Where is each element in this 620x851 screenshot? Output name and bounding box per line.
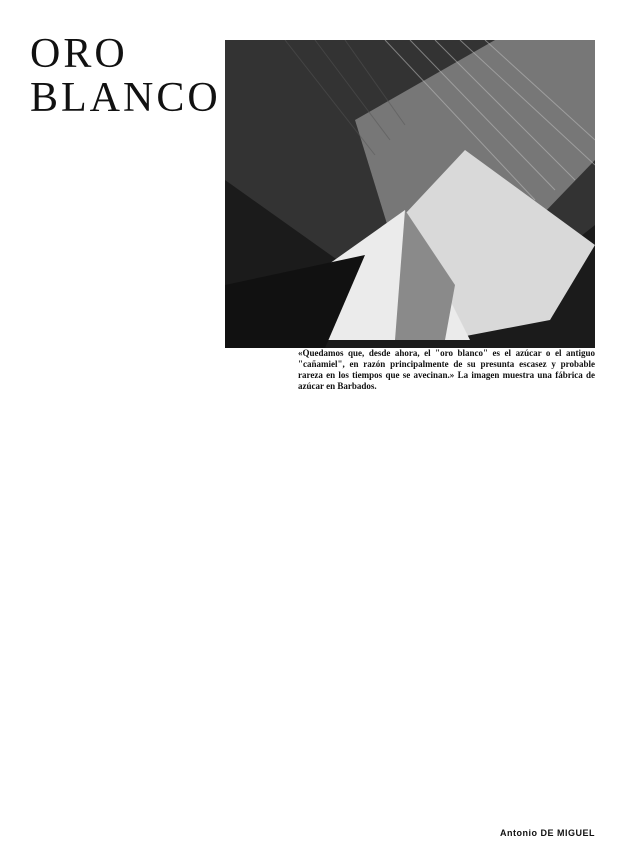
author-signature: Antonio DE MIGUEL <box>500 828 595 838</box>
article-column-1 <box>30 130 210 840</box>
title-line-2: BLANCO <box>30 75 221 121</box>
article-column-2 <box>225 393 405 840</box>
sugar-factory-photo-icon <box>225 40 595 348</box>
title-line-1: ORO <box>30 31 128 77</box>
article-title <box>30 31 221 121</box>
photo-caption: «Quedamos que, desde ahora, el "oro blanco" es el azúcar o el antiguo "cañamiel", en razón principalmente de su presunta escasez y probable rareza en los tiempos que se avecinan.» La imagen muestra una fábrica de azúcar en Barbados. <box>298 348 595 391</box>
article-photo <box>225 40 595 348</box>
article-column-3 <box>415 393 595 823</box>
